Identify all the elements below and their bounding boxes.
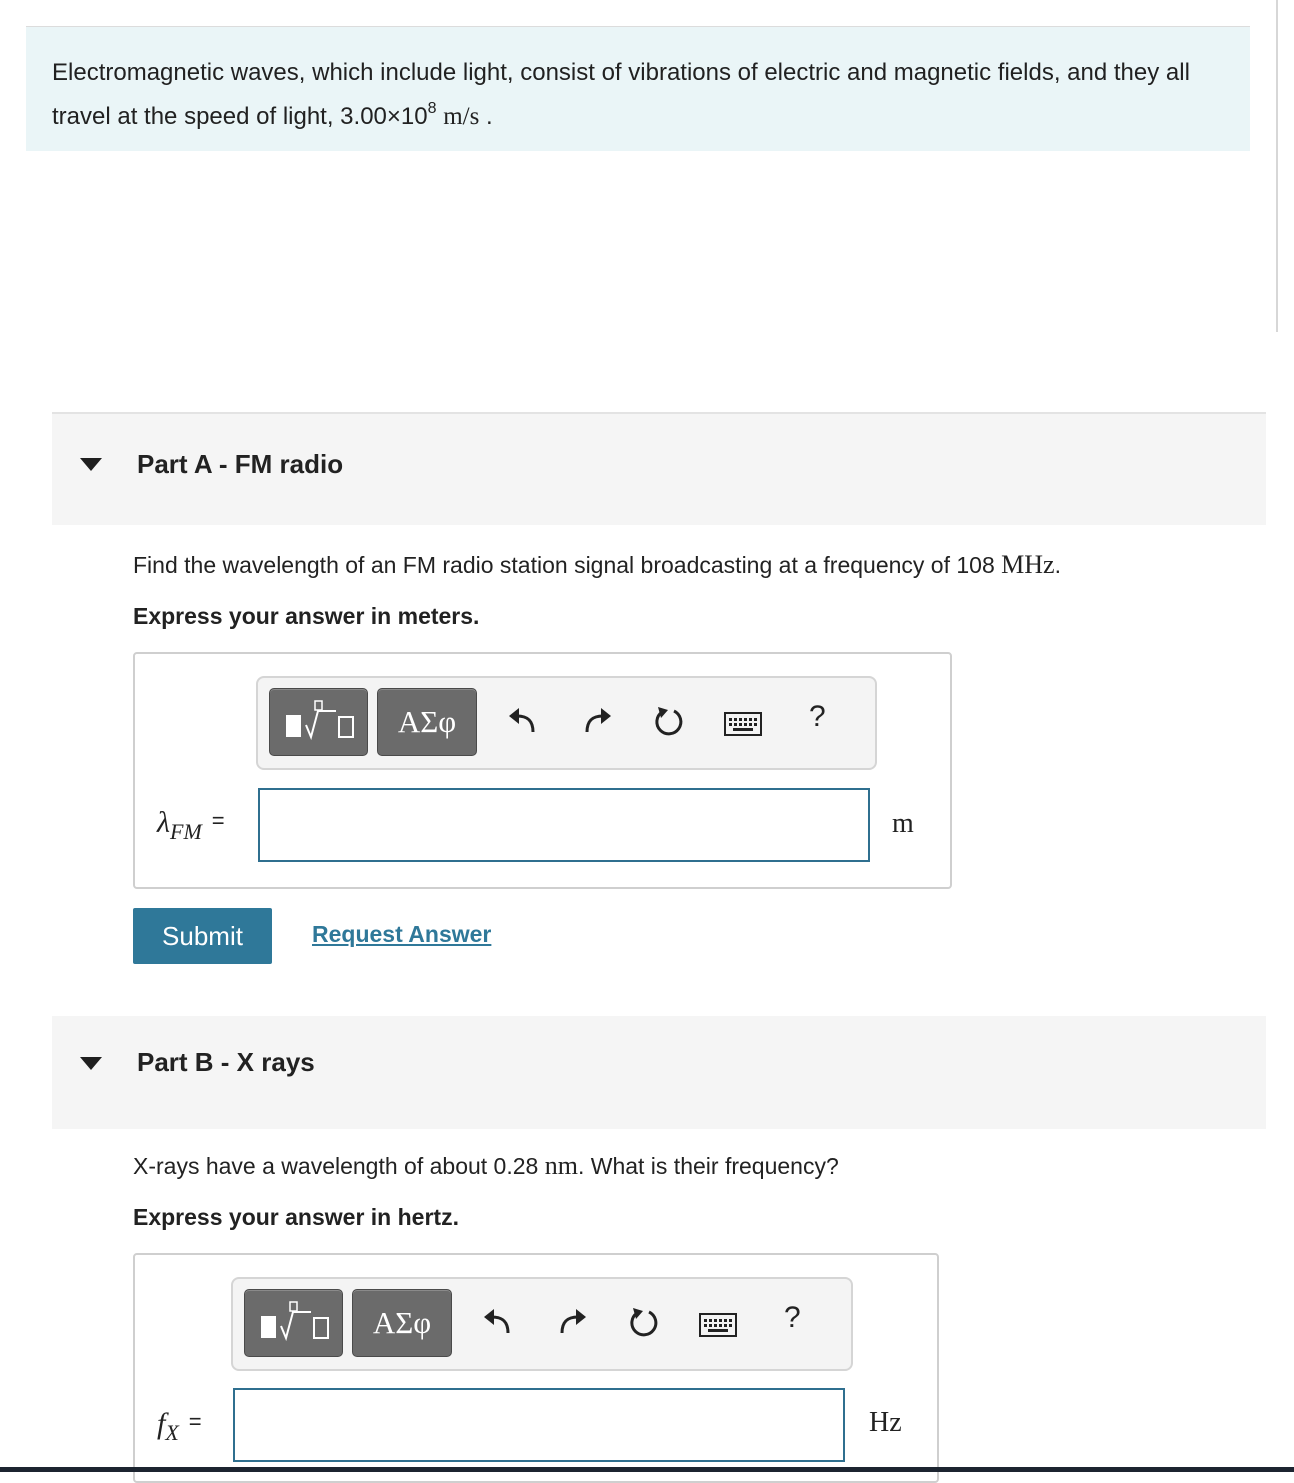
part-a-variable-label	[157, 806, 225, 845]
intro-unit: m/s	[443, 103, 480, 130]
part-b-answer-box	[133, 1253, 939, 1483]
part-a-instruction: Express your answer in meters.	[133, 603, 480, 629]
part-a-unit: m	[892, 808, 914, 839]
submit-button[interactable]: Submit	[133, 908, 272, 964]
part-b-unit: Hz	[869, 1407, 902, 1438]
part-b-question-end: . What is their frequency?	[577, 1153, 839, 1179]
fraction-radical-template-icon	[245, 1290, 344, 1358]
templates-button[interactable]	[244, 1289, 343, 1357]
scrollbar-track[interactable]	[1276, 0, 1278, 332]
part-a-equals: =	[211, 808, 225, 833]
part-b-question	[133, 1151, 839, 1181]
templates-button[interactable]	[269, 688, 368, 756]
math-toolbar	[231, 1277, 853, 1371]
undo-icon[interactable]	[480, 1305, 514, 1339]
part-a-header[interactable]	[52, 412, 1266, 525]
bottom-edge-bar	[0, 1467, 1294, 1472]
fraction-radical-template-icon	[270, 689, 369, 757]
part-b-var-symbol: f	[157, 1407, 166, 1440]
part-b-var-subscript: X	[165, 1420, 179, 1445]
undo-icon[interactable]	[505, 704, 539, 738]
keyboard-icon[interactable]	[724, 712, 762, 738]
part-a-question	[133, 550, 1061, 580]
part-b-question-text: X-rays have a wavelength of about 0.28	[133, 1153, 545, 1179]
part-b-title: Part B - X rays	[137, 1047, 315, 1077]
math-toolbar	[256, 676, 877, 770]
part-a-question-end: .	[1054, 552, 1061, 578]
part-b-instruction: Express your answer in hertz.	[133, 1204, 459, 1230]
part-a-answer-box	[133, 652, 952, 889]
part-b-answer-input[interactable]	[233, 1388, 845, 1462]
part-a-question-unit: MHz	[1001, 550, 1055, 579]
part-b-header[interactable]	[52, 1016, 1266, 1129]
part-a-var-symbol: λ	[157, 806, 170, 839]
part-b-variable-label	[157, 1407, 202, 1446]
part-a-answer-input[interactable]	[258, 788, 870, 862]
intro-exponent: 8	[427, 100, 437, 117]
greek-symbols-button[interactable]: ΑΣφ	[377, 688, 477, 756]
collapse-caret-icon[interactable]	[80, 1057, 102, 1070]
redo-icon[interactable]	[556, 1305, 590, 1339]
keyboard-icon[interactable]	[699, 1313, 737, 1339]
reset-icon[interactable]	[627, 1305, 661, 1339]
intro-end: .	[479, 103, 493, 130]
collapse-caret-icon[interactable]	[80, 458, 102, 471]
part-a-title: Part A - FM radio	[137, 449, 344, 479]
part-b-question-unit: nm	[544, 1151, 578, 1180]
intro-text: Electromagnetic waves, which include light, consist of vibrations of electric and magnetic fields, and they all travel at the speed of light, 3.00×10	[52, 59, 1190, 130]
request-answer-link[interactable]: Request Answer	[312, 921, 492, 947]
intro-panel	[26, 27, 1250, 151]
greek-symbols-button[interactable]: ΑΣφ	[352, 1289, 452, 1357]
part-a-var-subscript: FM	[170, 819, 202, 844]
part-b-equals: =	[188, 1409, 202, 1434]
help-button[interactable]: ?	[809, 700, 826, 733]
help-button[interactable]: ?	[784, 1301, 801, 1334]
reset-icon[interactable]	[652, 704, 686, 738]
part-a-question-text: Find the wavelength of an FM radio station signal broadcasting at a frequency of 108	[133, 552, 1002, 578]
redo-icon[interactable]	[581, 704, 615, 738]
